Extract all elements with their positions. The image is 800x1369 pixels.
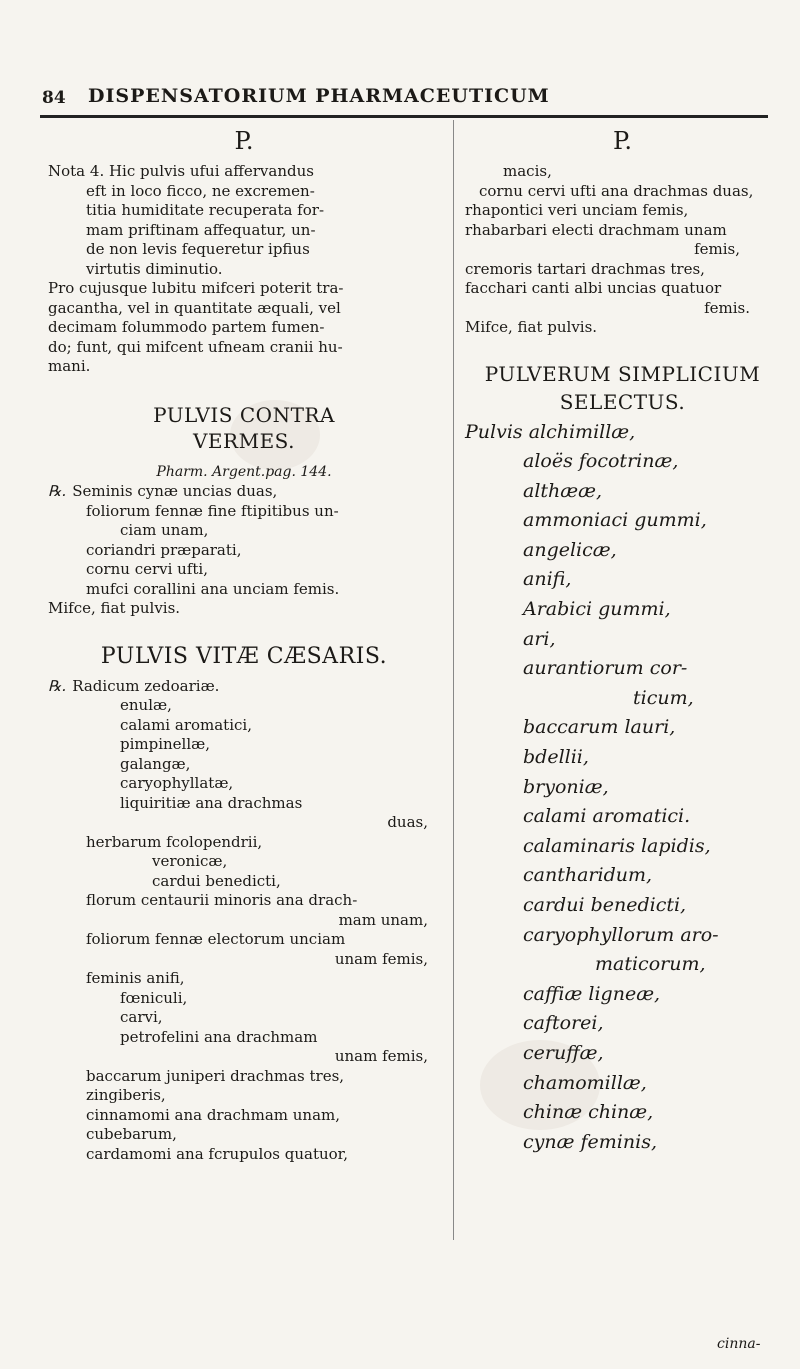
text-line: cardamomi ana fcrupulos quatuor, <box>86 1144 348 1163</box>
text-line: rhapontici veri unciam femis, <box>465 201 689 219</box>
list-item: chamomillæ, <box>523 1071 647 1094</box>
list-item: ari, <box>523 627 556 650</box>
list-item: Pulvis alchimillæ, <box>465 420 636 443</box>
text-line: veronicæ, <box>152 852 228 870</box>
list-item: cantharidum, <box>523 864 653 887</box>
header-rule <box>40 115 768 118</box>
text-line: coriandri præparati, <box>86 540 242 559</box>
text-line: ciam unam, <box>120 521 209 539</box>
list-item: caryophyllorum aro- <box>523 923 719 946</box>
text-line: Nota 4. Hic pulvis ufui affervandus <box>48 162 314 180</box>
text-line: cremoris tartari drachmas tres, <box>465 259 705 278</box>
text-line: fœniculi, <box>120 988 188 1007</box>
text-line: cubebarum, <box>86 1125 177 1143</box>
list-item: calami aromatici. <box>523 805 691 828</box>
column-divider <box>453 120 454 1240</box>
recipe-title: PULVIS CONTRA <box>153 402 335 427</box>
list-item: cynæ feminis, <box>523 1130 657 1153</box>
recipe-title: VERMES. <box>192 428 296 453</box>
text-line: decimam folummodo partem fumen- <box>48 318 325 336</box>
text-line: enulæ, <box>120 696 172 714</box>
text-line: macis, <box>503 162 552 180</box>
list-item: maticorum, <box>595 953 706 976</box>
recipe-continuation <box>465 162 780 338</box>
text-line: unam femis, <box>334 949 428 968</box>
text-line: mam unam, <box>338 910 428 929</box>
text-line: titia humiditate recuperata for- <box>86 201 325 219</box>
right-column <box>465 128 780 1157</box>
text-line: caryophyllatæ, <box>120 774 234 792</box>
text-line: calami aromatici, <box>120 715 252 734</box>
recipe-body <box>48 482 440 619</box>
running-title: DISPENSATORIUM PHARMACEUTICUM <box>88 85 550 107</box>
text-line: de non levis fequeretur ipfius <box>86 240 310 258</box>
text-line: Mifce, fiat pulvis. <box>465 318 598 336</box>
section-title: PULVERUM SIMPLICIUM <box>484 361 761 386</box>
text-line: carvi, <box>120 1008 163 1026</box>
text-line: zingiberis, <box>86 1086 166 1104</box>
list-item: Arabici gummi, <box>523 598 671 621</box>
list-item: baccarum lauri, <box>523 716 676 739</box>
text-line: mani. <box>48 357 91 375</box>
recipe-symbol: ℞. <box>48 482 67 500</box>
nota-paragraph <box>48 162 440 279</box>
left-column <box>48 128 440 1164</box>
text-line: facchari canti albi uncias quatuor <box>465 279 722 297</box>
text-line: virtutis diminutio. <box>86 259 223 278</box>
text-line: femis, <box>694 240 740 258</box>
list-item: calaminaris lapidis, <box>523 834 711 857</box>
text-line: Seminis cynæ uncias duas, <box>72 482 278 500</box>
pro-paragraph <box>48 279 440 377</box>
text-line: foliorum fennæ electorum unciam <box>86 930 346 948</box>
text-line: do; funt, qui mifcent ufneam cranii hu- <box>48 337 343 356</box>
list-item: angelicæ, <box>523 538 617 561</box>
text-line: foliorum fennæ fine ftipitibus un- <box>86 501 339 520</box>
text-line: petrofelini ana drachmam <box>120 1027 318 1046</box>
text-line: herbarum fcolopendrii, <box>86 832 263 851</box>
text-line: eft in loco ficco, ne excremen- <box>86 181 315 200</box>
text-line: unam femis, <box>334 1047 428 1065</box>
text-line: Pro cujusque lubitu mifceri poterit tra- <box>48 279 344 297</box>
text-line: galangæ, <box>120 754 191 773</box>
list-item: althææ, <box>523 479 603 502</box>
text-line: mam priftinam affequatur, un- <box>86 220 316 239</box>
text-line: cornu cervi ufti ana drachmas duas, <box>479 181 754 200</box>
recipe-symbol: ℞. <box>48 676 67 695</box>
text-line: florum centaurii minoris ana drach- <box>86 891 358 909</box>
text-line: duas, <box>387 813 428 831</box>
index-list <box>465 418 780 1158</box>
recipe-body <box>48 677 440 1165</box>
text-line: pimpinellæ, <box>120 735 211 753</box>
text-line: gacantha, vel in quantitate æquali, vel <box>48 298 341 317</box>
list-item: caffiæ ligneæ, <box>523 982 661 1005</box>
letter-heading: P. <box>234 127 254 155</box>
recipe-title: PULVIS VITÆ CÆSARIS. <box>100 643 388 669</box>
list-item: ticum, <box>633 686 694 709</box>
list-item: aloës focotrinæ, <box>523 450 679 473</box>
page-number: 84 <box>42 88 66 108</box>
text-line: Radicum zedoariæ. <box>72 676 220 695</box>
list-item: ammoniaci gummi, <box>523 509 707 532</box>
list-item: anifi, <box>523 568 572 591</box>
text-line: mufci corallini ana unciam femis. <box>86 579 340 598</box>
section-subtitle: SELECTUS. <box>559 389 686 414</box>
text-line: cornu cervi ufti, <box>86 560 208 578</box>
list-item: aurantiorum cor- <box>523 657 688 680</box>
recipe-source: Pharm. Argent.pag. 144. <box>156 463 332 480</box>
text-line: liquiritiæ ana drachmas <box>120 793 303 812</box>
list-item: ceruffæ, <box>523 1041 604 1064</box>
letter-heading: P. <box>613 127 632 155</box>
text-line: feminis anifi, <box>86 969 185 987</box>
text-line: Mifce, fiat pulvis. <box>48 599 181 617</box>
list-item: caftorei, <box>523 1012 604 1035</box>
text-line: femis. <box>704 298 750 317</box>
list-item: chinæ chinæ, <box>523 1101 654 1124</box>
text-line: rhabarbari electi drachmam unam <box>465 220 727 239</box>
list-item: bryoniæ, <box>523 775 609 798</box>
text-line: cardui benedicti, <box>152 871 281 890</box>
list-item: bdellii, <box>523 746 589 769</box>
text-line: cinnamomi ana drachmam unam, <box>86 1105 341 1124</box>
catchword: cinna- <box>717 1336 761 1352</box>
text-line: baccarum juniperi drachmas tres, <box>86 1066 345 1085</box>
list-item: cardui benedicti, <box>523 894 687 916</box>
